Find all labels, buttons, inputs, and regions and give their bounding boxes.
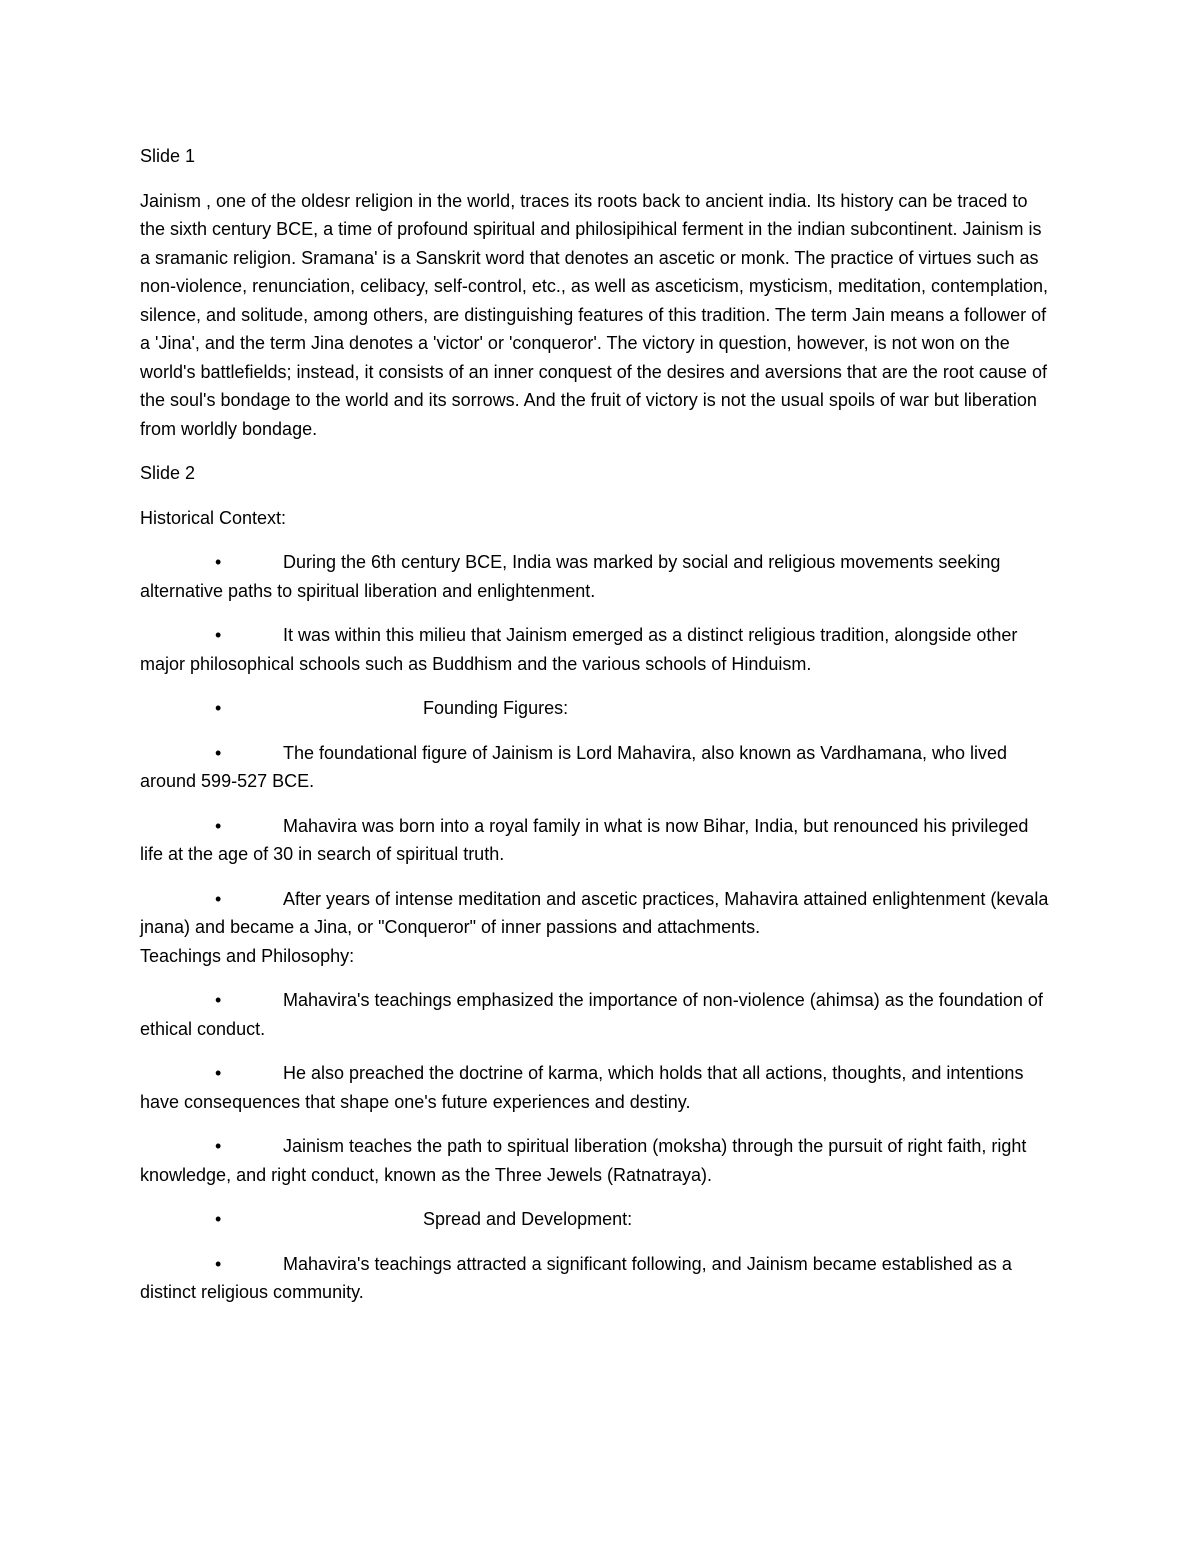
bullet-item [140,1250,1055,1307]
bullet-item [140,694,1055,723]
historical-context-heading: Historical Context: [140,507,287,528]
bullet-dot-icon: • [215,1253,222,1274]
bullet-text: The foundational figure of Jainism is Lord Mahavira, also known as Vardhamana, who lived around 599-527 BCE. [140,742,1008,791]
bullet-dot-icon: • [215,888,222,909]
bullet-dot-icon: • [215,1209,222,1229]
bullet-item [140,1205,1055,1234]
bullet-item [140,548,1055,605]
bullet-item [140,1132,1055,1189]
bullet-text: Jainism teaches the path to spiritual liberation (moksha) through the pursuit of right faith, right knowledge, and right conduct, known as the Three Jewels (Ratnatraya). [140,1136,1027,1185]
bullet-item [140,621,1055,678]
slide-2-heading: Slide 2 [140,463,196,483]
bullet-item [140,1059,1055,1116]
bullet-text: He also preached the doctrine of karma, which holds that all actions, thoughts, and intentions have consequences that shape one's future experiences and destiny. [140,1063,1024,1112]
spread-development-heading: Spread and Development: [423,1209,633,1229]
bullet-text: Mahavira's teachings attracted a significant following, and Jainism became established as a distinct religious community. [140,1253,1012,1302]
bullet-text: During the 6th century BCE, India was marked by social and religious movements seeking alternative paths to spiritual liberation and enlightenment. [140,552,1001,601]
bullet-dot-icon: • [215,552,222,572]
bullet-item [140,739,1055,796]
bullet-dot-icon: • [215,698,222,718]
bullet-text: It was within this milieu that Jainism emerged as a distinct religious tradition, alongside other major philosophical schools such as Buddhism and the various schools of Hinduism. [140,625,1018,674]
bullet-text: Mahavira was born into a royal family in what is now Bihar, India, but renounced his privileged life at the age of 30 in search of spiritual truth. [140,815,1029,864]
teachings-philosophy-heading: Teachings and Philosophy: [140,945,355,966]
bullet-dot-icon: • [215,815,222,836]
bullet-item [140,885,1055,971]
founding-figures-heading: Founding Figures: [423,698,569,718]
bullet-dot-icon: • [215,1063,222,1083]
bullet-text: After years of intense meditation and ascetic practices, Mahavira attained enlightenment (kevala jnana) and became a Jina, or "Conqueror" of inner passions and attachments. [140,888,1049,937]
slide-1-paragraph: Jainism , one of the oldesr religion in the world, traces its roots back to ancient india. Its history can be traced to the sixth century BCE, a time of profound spiritual and philosipihical ferment in the indian subcontinent. Jainism is a sramanic religion. Sramana' is a Sanskrit word that denotes an ascetic or monk. The practice of virtues such as non-violence, renunciation, celibacy, self-control, etc., as well as asceticism, mysticism, meditation, contemplation, silence, and solitude, among others, are distinguishing features of this tradition. The term Jain means a follower of a 'Jina', and the term Jina denotes a 'victor' or 'conqueror'. The victory in question, however, is not won on the world's battlefields; instead, it consists of an inner conquest of the desires and aversions that are the root cause of the soul's bondage to the world and its sorrows. And the fruit of victory is not the usual spoils of war but liberation from worldly bondage. [140,190,1049,439]
bullet-text: Mahavira's teachings emphasized the importance of non-violence (ahimsa) as the foundation of ethical conduct. [140,990,1043,1039]
bullet-dot-icon: • [215,742,222,763]
bullet-dot-icon: • [215,1136,222,1156]
document-page [140,142,1055,1323]
bullet-dot-icon: • [215,990,222,1010]
bullet-item [140,986,1055,1043]
bullet-item [140,812,1055,869]
slide-1-heading: Slide 1 [140,146,196,166]
bullet-dot-icon: • [215,625,222,645]
